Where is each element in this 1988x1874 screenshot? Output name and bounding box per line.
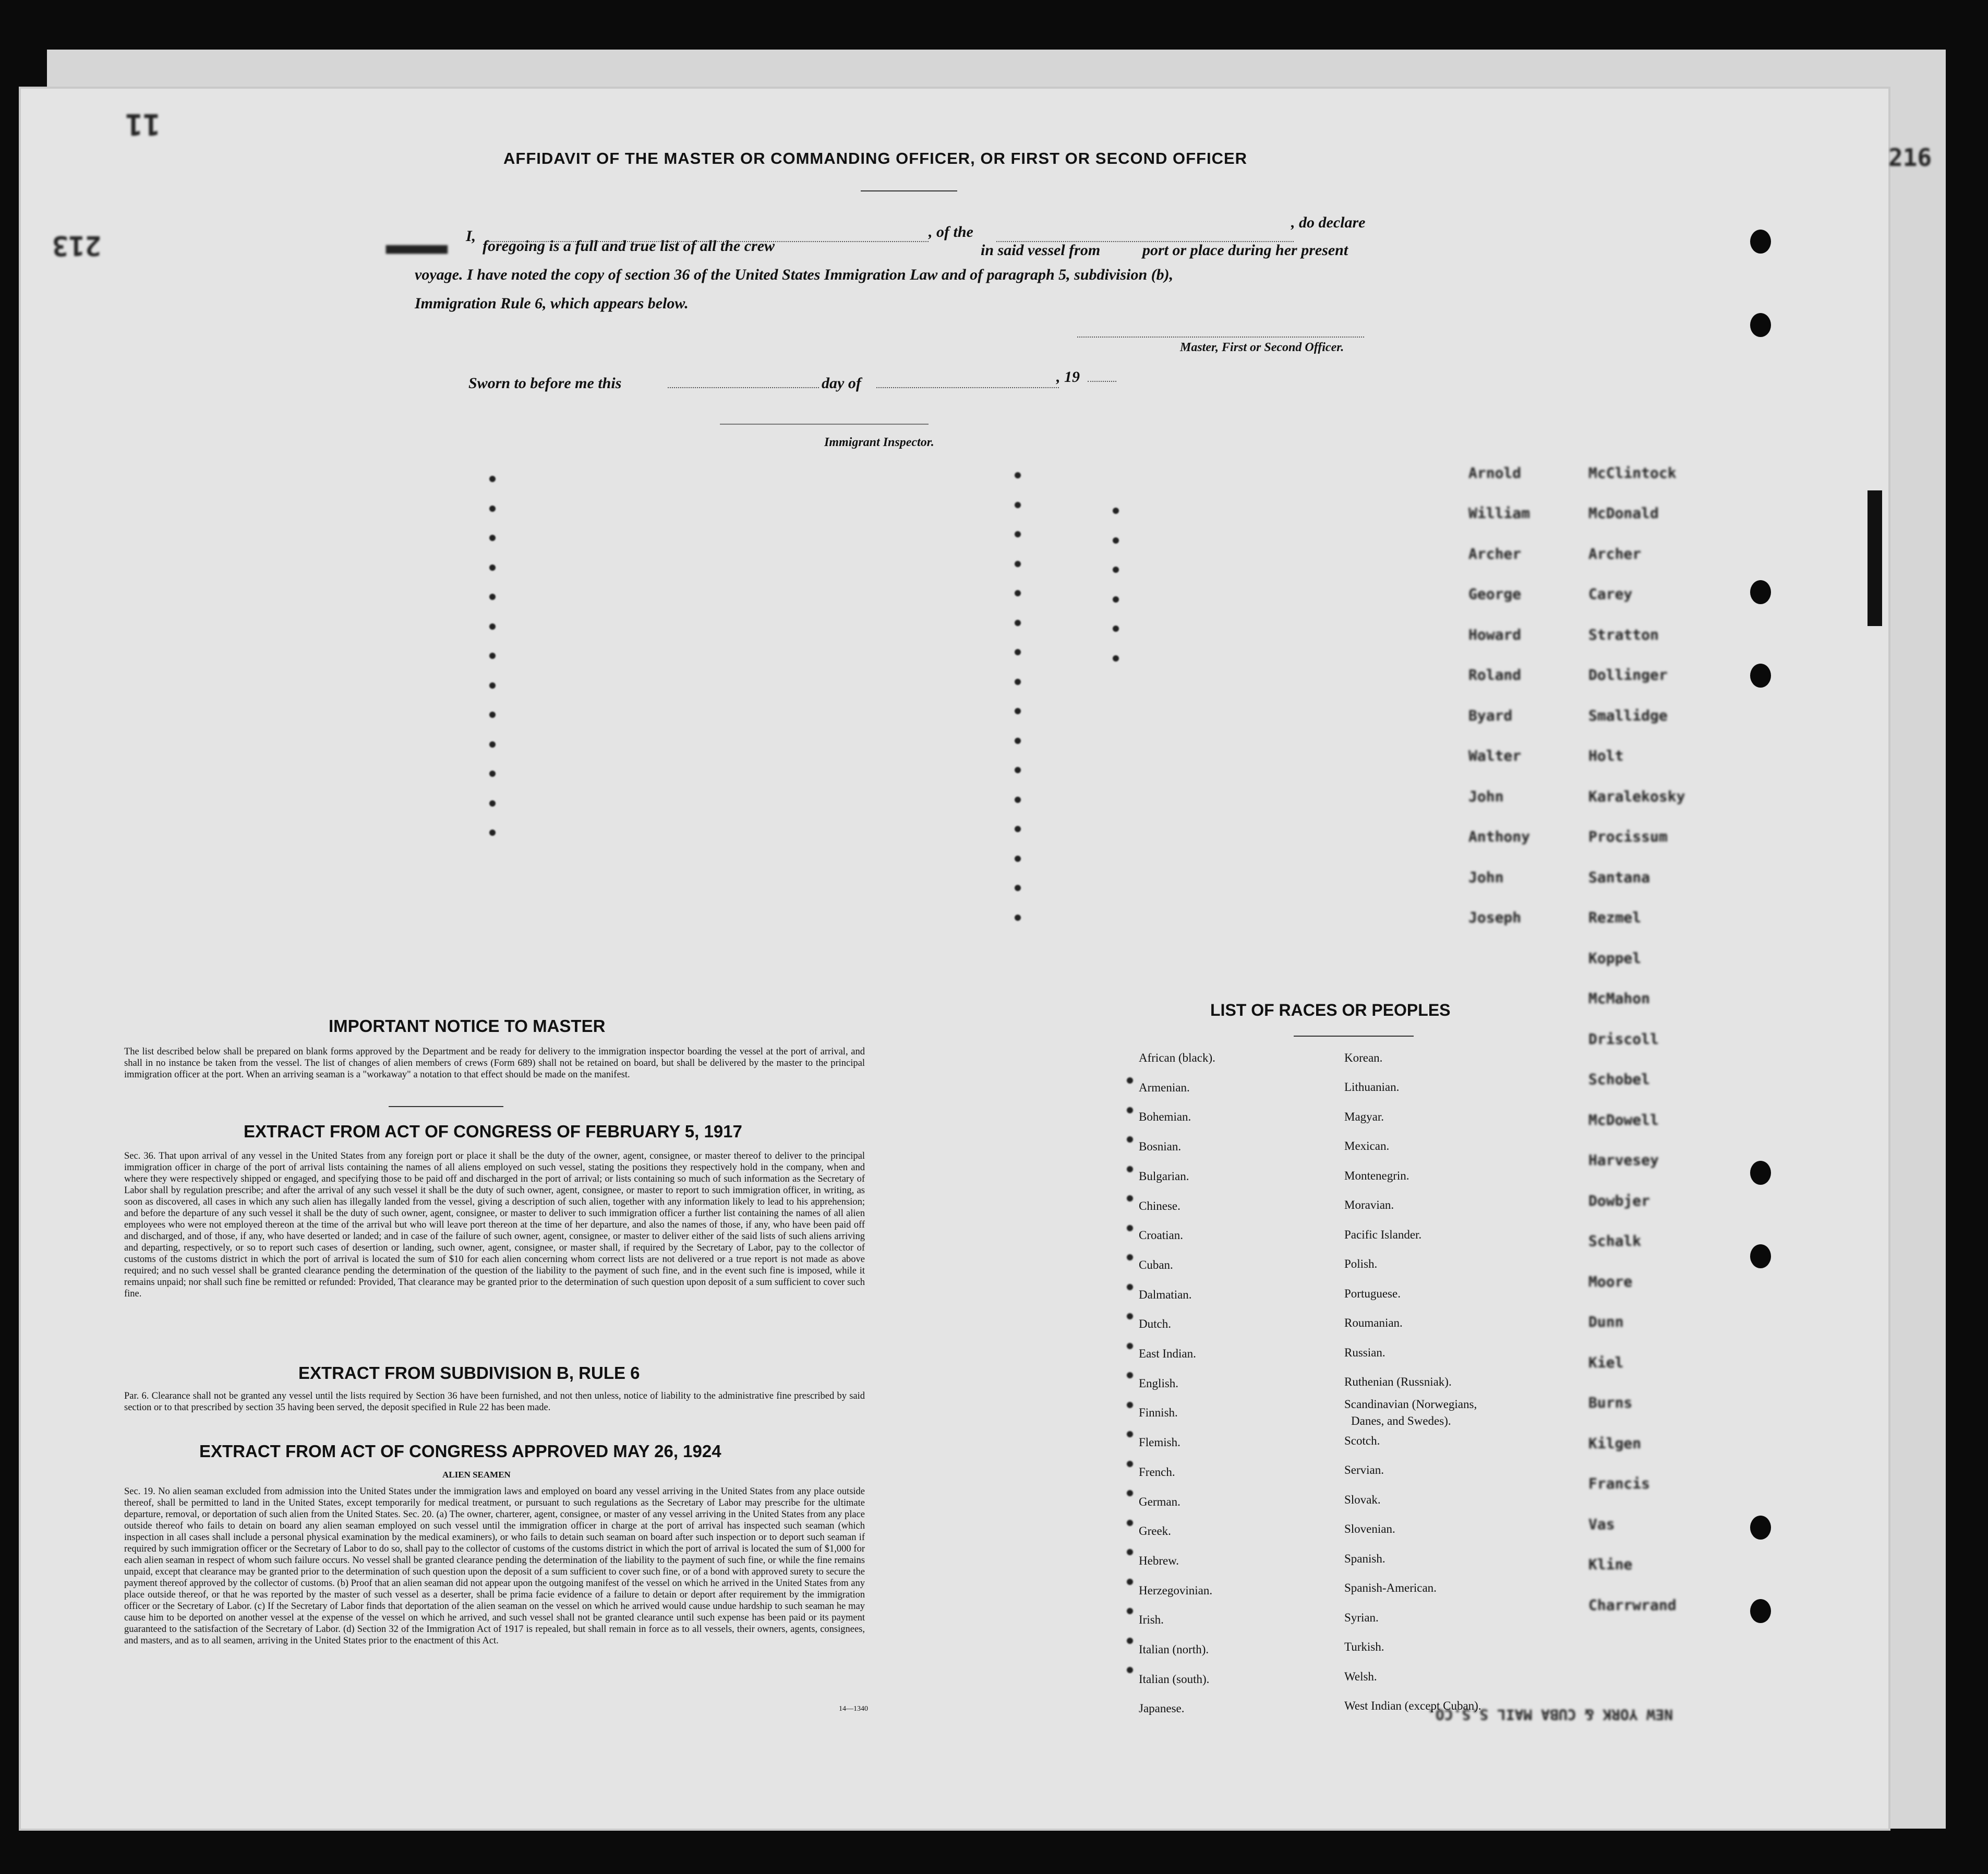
race-item: Korean. (1344, 1051, 1383, 1064)
ditto-dot (1015, 915, 1021, 921)
title-rule (861, 190, 957, 191)
ditto-dot (1127, 1343, 1133, 1349)
race-item: Slovenian. (1344, 1522, 1395, 1535)
form-number: 14—1340 (839, 1705, 868, 1713)
punch-hole-icon (1750, 664, 1771, 688)
race-item: Mexican. (1344, 1139, 1390, 1152)
race-item: Spanish-American. (1344, 1581, 1437, 1594)
race-item: West Indian (except Cuban). (1344, 1699, 1481, 1712)
ditto-dot (1127, 1284, 1133, 1290)
extract2-text: Par. 6. Clearance shall not be granted any vessel until the lists required by Section 36 have been furnished, and not then unless, notice of liability to the administrative fine prescribed by said section or to that prescribed by section 35 having been served, the deposit specified in Rule 22 has been made. (124, 1391, 865, 1413)
page-number-right: 216 (1888, 143, 1932, 172)
race-item: Magyar. (1344, 1110, 1384, 1123)
punch-hole-icon (1750, 580, 1771, 604)
year-blank (1088, 381, 1116, 382)
race-item: Danes, and Swedes). (1351, 1414, 1451, 1427)
ditto-dot (489, 741, 496, 748)
extract1-title: EXTRACT FROM ACT OF CONGRESS OF FEBRUARY 5, 1917 (244, 1122, 742, 1141)
race-item: Scandinavian (Norwegians, (1344, 1398, 1477, 1411)
punch-hole-icon (1750, 313, 1771, 337)
ditto-dot (1127, 1077, 1133, 1084)
ditto-dot (489, 476, 496, 482)
notice-title: IMPORTANT NOTICE TO MASTER (329, 1016, 606, 1036)
ditto-dot (1015, 472, 1021, 478)
affidavit-line2b: in said vessel from (981, 242, 1101, 259)
ditto-dot (1113, 508, 1119, 514)
ditto-dot (1113, 537, 1119, 544)
ditto-dot (1127, 1254, 1133, 1260)
ditto-dot (1113, 596, 1119, 603)
race-item: Montenegrin. (1344, 1169, 1409, 1182)
ditto-dot (1127, 1490, 1133, 1496)
extract2-title: EXTRACT FROM SUBDIVISION B, RULE 6 (298, 1363, 640, 1383)
ditto-dot (1015, 590, 1021, 596)
race-item: Welsh. (1344, 1670, 1377, 1683)
affidavit-line2: foregoing is a full and true list of all the crew (483, 237, 775, 255)
race-item: Dutch. (1139, 1317, 1171, 1331)
affidavit-declare: , do declare (1291, 214, 1366, 231)
ditto-dot (489, 594, 496, 600)
races-title: LIST OF RACES OR PEOPLES (1210, 1001, 1451, 1019)
ditto-dot (1015, 561, 1021, 567)
race-item: Flemish. (1139, 1436, 1180, 1449)
redaction: ▀▀▀▀▀▀▀ (386, 245, 448, 262)
affidavit-i: I, (466, 227, 476, 245)
race-item: Scotch. (1344, 1434, 1380, 1447)
punch-hole-icon (1750, 1599, 1771, 1623)
affidavit-line4: Immigration Rule 6, which appears below. (415, 295, 689, 312)
punch-hole-icon (1750, 1244, 1771, 1268)
ditto-dot (489, 771, 496, 777)
bleed-footer: NEW YORK & CUBA MAIL S.S.CO. (1427, 1706, 1673, 1723)
signature-blank (1077, 337, 1364, 338)
ditto-dot (1113, 626, 1119, 632)
day-of-text: day of (822, 375, 861, 392)
ditto-dot (1127, 1461, 1133, 1467)
ditto-dot (1015, 856, 1021, 862)
punch-hole-icon (1750, 1161, 1771, 1185)
race-item: Slovak. (1344, 1493, 1381, 1506)
ditto-dot (1015, 738, 1021, 744)
race-item: Italian (north). (1139, 1643, 1209, 1656)
race-item: Turkish. (1344, 1640, 1384, 1653)
ditto-dot (1127, 1549, 1133, 1555)
ditto-dot (1015, 620, 1021, 626)
race-item: Croatian. (1139, 1229, 1183, 1242)
binding-mark (1867, 490, 1882, 626)
ditto-dot (489, 800, 496, 807)
race-item: Bulgarian. (1139, 1169, 1189, 1183)
ditto-dot (1113, 567, 1119, 573)
race-item: Servian. (1344, 1463, 1384, 1476)
page-number-left: 213 (52, 230, 101, 261)
extract3-subtitle: ALIEN SEAMEN (442, 1470, 511, 1480)
race-item: Hebrew. (1139, 1554, 1179, 1567)
inspector-rule (720, 424, 929, 425)
race-item: Dalmatian. (1139, 1288, 1192, 1301)
ditto-dot (1127, 1520, 1133, 1526)
extract3-title: EXTRACT FROM ACT OF CONGRESS APPROVED MAY 26, 1924 (199, 1441, 721, 1461)
race-item: Syrian. (1344, 1611, 1379, 1624)
race-item: Armenian. (1139, 1080, 1190, 1094)
ditto-dot (1127, 1313, 1133, 1319)
ditto-dot (1127, 1402, 1133, 1408)
ditto-dot (1113, 655, 1119, 662)
sworn-text: Sworn to before me this (468, 375, 622, 392)
race-item: Greek. (1139, 1524, 1171, 1538)
affidavit-of-the: , of the (929, 223, 973, 241)
inspector-label: Immigrant Inspector. (824, 436, 934, 449)
race-item: Moravian. (1344, 1198, 1394, 1211)
race-item: Japanese. (1139, 1702, 1185, 1715)
extract3-text: Sec. 19. No alien seaman excluded from admission into the United States under the immigration laws and employed on board any vessel arriving in the United States from any place outside thereof, shall be permitted to land in the United States, except temporarily for medical treatment, or pursuant to such regulations as the Secretary of Labor may prescribe for the ultimate departure, removal, or deportation of such alien from the United States. Sec. 20. (a) The owner, charterer, agent, consignee, or master of any vessel arriving in the United States from any place outside thereof who fails to detain on board any alien seaman employed on such vessel until the immigration officer in charge at the port of arrival has inspected such seaman (which inspection in all cases shall include a personal physical examination by the medical examiners), or who fails to detain such seaman on board after such inspection or to deport such seaman if required by such immigration officer or the Secretary of Labor to do so, shall pay to the collector of customs of the customs district in which the port of arrival is located the sum of $1,000 for each alien seaman in respect of whom such failure occurs. No vessel shall be granted clearance pending the determination of the liability to the payment of such fine, or while the fine remains unpaid, except that clearance may be granted prior to the determination of such question upon the deposit of a sum sufficient to cover such fine, or of a bond with approved surety to secure the payment thereof approved by the collector of customs. (b) Proof that an alien seaman did not appear upon the outgoing manifest of the vessel on which he arrived in the United States from any place outside thereof, or that he was reported by the master of such vessel as a deserter, shall be prima facie evidence of a failure to detain or deport after requirement by the immigration officer or the Secretary of Labor. (c) If the Secretary of Labor finds that deportation of the alien seaman on the vessel on which he arrived would cause undue hardship to such seaman he may cause him to be deported on another vessel at the expense of the vessel on which he arrived, and such vessel shall not be granted clearance until such expense has been paid or its payment guaranteed to the satisfaction of the Secretary of Labor. (d) Section 32 of the Immigration Act of 1917 is repealed, but shall remain in force as to all vessels, their owners, agents, consignees, and masters, and as to all seamen, arriving in the United States prior to the enactment of this Act. (124, 1486, 865, 1646)
ditto-dot (489, 682, 496, 689)
punch-hole-icon (1750, 230, 1771, 254)
signature-label: Master, First or Second Officer. (1180, 341, 1344, 354)
ditto-dot (1015, 797, 1021, 803)
ditto-dot (1127, 1638, 1133, 1644)
race-item: Roumanian. (1344, 1316, 1403, 1329)
race-item: Pacific Islander. (1344, 1228, 1422, 1241)
ditto-dot (1015, 885, 1021, 891)
affidavit-line2c: port or place during her present (1142, 242, 1348, 259)
ditto-dot (1015, 679, 1021, 685)
ditto-dot (489, 830, 496, 836)
race-item: Ruthenian (Russniak). (1344, 1375, 1452, 1388)
affidavit-line3: voyage. I have noted the copy of section 36 of the United States Immigration Law and of paragraph 5, subdivision (b), (415, 266, 1174, 283)
race-item: English. (1139, 1376, 1179, 1390)
ditto-dot (1127, 1579, 1133, 1585)
bleed-surnames: McClintock McDonald Archer Carey Stratton Dollinger Smallidge Holt Karalekosky Procissum Santana Rezmel Koppel McMahon Driscoll Schobel McDowell Harvesey Dowbjer Schalk Moore Dunn Kiel Burns Kilgen Francis Vas Kline Charrwrand (1588, 464, 1685, 1614)
year-text: , 19 (1056, 368, 1080, 386)
ditto-dot (1127, 1372, 1133, 1378)
races-rule (1294, 1036, 1414, 1037)
race-item: Lithuanian. (1344, 1080, 1400, 1094)
ditto-dot (489, 506, 496, 512)
ditto-dot (1015, 502, 1021, 508)
race-item: German. (1139, 1495, 1180, 1508)
ditto-dot (489, 564, 496, 571)
ditto-dot (1015, 531, 1021, 537)
ditto-dot (489, 535, 496, 541)
ditto-dot (489, 623, 496, 630)
ditto-dot (1015, 708, 1021, 714)
bleed-firstnames: Arnold William Archer George Howard Roland Byard Walter John Anthony John Joseph (1468, 464, 1531, 926)
race-item: Chinese. (1139, 1199, 1180, 1212)
ditto-dot (1127, 1608, 1133, 1614)
ditto-dot (1127, 1107, 1133, 1113)
race-item: Herzegovinian. (1139, 1583, 1213, 1597)
ditto-dot (489, 653, 496, 659)
race-item: Finnish. (1139, 1406, 1178, 1420)
affidavit-title: AFFIDAVIT OF THE MASTER OR COMMANDING OFFICER, OR FIRST OR SECOND OFFICER (503, 149, 1248, 167)
ditto-dot (1127, 1166, 1133, 1172)
race-item: Italian (south). (1139, 1672, 1210, 1686)
ditto-dot (1127, 1136, 1133, 1143)
ditto-dot (1127, 1667, 1133, 1673)
ditto-dot (1015, 649, 1021, 655)
race-item: East Indian. (1139, 1347, 1196, 1360)
race-item: African (black). (1139, 1051, 1215, 1064)
race-item: Portuguese. (1344, 1287, 1401, 1300)
race-item: Spanish. (1344, 1552, 1385, 1565)
punch-hole-icon (1750, 1516, 1771, 1540)
ditto-dot (1127, 1225, 1133, 1231)
notice-text: The list described below shall be prepared on blank forms approved by the Department and be ready for delivery to the immigration inspector boarding the vessel at the port of arrival, and shall in no instance be taken from the vessel. The list of changes of alien members of crews (Form 689) shall not be retained on board, but shall be delivered by the master to the principal immigration officer at the port. When an arriving seaman is a "workaway" a notation to that effect should be made on the manifest. (124, 1047, 865, 1080)
ditto-dot (489, 712, 496, 718)
race-item: Cuban. (1139, 1258, 1173, 1271)
month-blank (876, 387, 1059, 388)
ditto-dot (1127, 1431, 1133, 1437)
ditto-dot (1127, 1195, 1133, 1202)
race-item: Polish. (1344, 1257, 1378, 1270)
race-item: French. (1139, 1465, 1175, 1479)
race-item: Russian. (1344, 1346, 1385, 1359)
race-item: Bosnian. (1139, 1140, 1182, 1154)
extract1-text: Sec. 36. That upon arrival of any vessel in the United States from any foreign port or place it shall be the duty of the owner, agent, consignee, or master thereof to deliver to the principal immigration officer in charge of the port of arrival lists containing the names of all aliens employed on such vessel, stating the positions they respectively hold in the company, when and where they were respectively shipped or engaged, and specifying those to be paid off and discharged in the port of arrival; or lists containing so much of such information as the Secretary of Labor shall by regulation prescribe; and after the arrival of any such vessel it shall be the duty of such owner, agent, consignee, or master to report to such immigration officer, in writing, as soon as discovered, all cases in which any such alien has illegally landed from the vessel, giving a description of such alien, together with any information likely to lead to his apprehension; and before the departure of any such vessel it shall be the duty of such owner, agent, consignee, or master to deliver to such immigration officer a further list containing the names of all alien employees who were not employed thereon at the time of the arrival but who will leave port thereon at the time of her departure, and also the names of those, if any, who have been paid off and discharged, and of those, if any, who have deserted or landed; and in case of the failure of such owner, agent, consignee, or master to deliver either of the said lists of such aliens arriving and departing, respectively, or so to report such cases of desertion or landing, such owner, agent, consignee, or master shall, if required by the Secretary of Labor, pay to the collector of customs of the customs district in which the port of arrival is located the sum of $10 for each alien concerning whom correct lists are not delivered or a true report is not made as above required; and no such vessel shall be granted clearance pending the determination of the question of the liability to the payment of such fine, and in the event such fine is imposed, while it remains unpaid; nor shall such fine be remitted or refunded: Provided, That clearance may be granted prior to the determination of such question upon deposit of a sum sufficient to cover such fine. (124, 1151, 865, 1299)
ditto-dot (1015, 826, 1021, 832)
race-item: Bohemian. (1139, 1110, 1191, 1124)
race-item: Irish. (1139, 1613, 1164, 1627)
sworn-blank (668, 387, 819, 388)
notice-rule (389, 1106, 503, 1107)
ditto-dot (1015, 767, 1021, 773)
corner-mark: 11 (125, 107, 161, 141)
